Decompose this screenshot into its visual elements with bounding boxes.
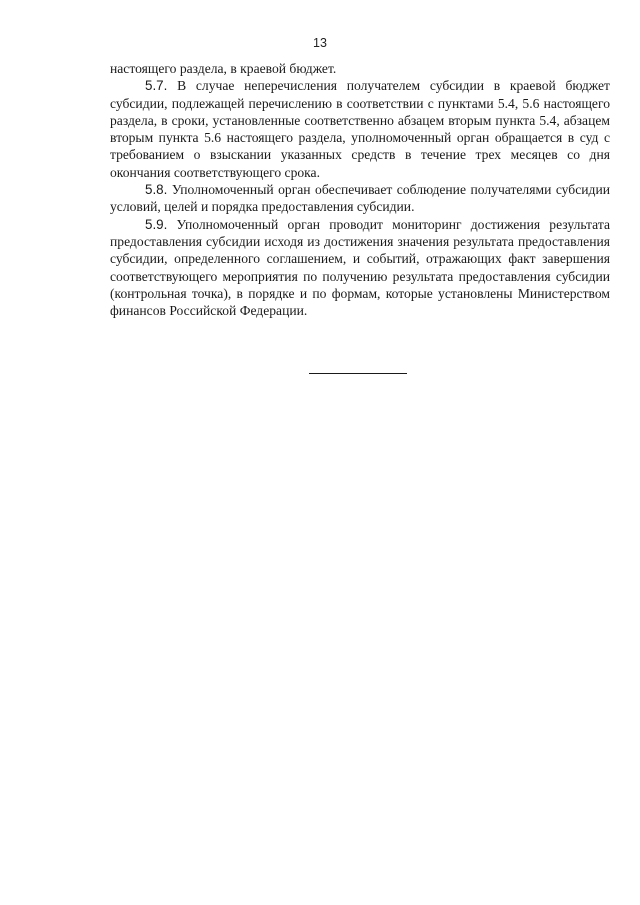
document-body — [110, 60, 610, 319]
paragraph-text: настоящего раздела, в краевой бюджет. — [110, 61, 337, 76]
paragraph-text: Уполномоченный орган проводит мониторинг достижения результата предоставления субсидии исходя из достижения значения результата предоставления субсидии, определенного соглашением, и событий, отражающих факт завершения соответствующего мероприятия по получению результата предоставления субсидии (контрольная точка), в порядке и по формам, которые установлены Министерством финансов Российской Федерации. — [110, 216, 610, 319]
paragraph-5-8 — [110, 181, 610, 216]
paragraph-text: В случае неперечисления получателем субсидии в краевой бюджет субсидии, подлежащей перечислению в соответствии с пунктами 5.4, 5.6 настоящего раздела, в сроки, установленные соответственно абзацем вторым пункта 5.4, абзацем вторым пункта 5.6 настоящего раздела, уполномоченный орган обращается в суд с требованием о взыскании указанных средств в течение трех месяцев со дня окончания соответствующего срока. — [110, 78, 610, 180]
paragraph-continuation — [110, 60, 610, 77]
paragraph-number: 5.8. — [145, 182, 168, 198]
paragraph-5-7 — [110, 77, 610, 181]
end-of-document-rule — [309, 373, 407, 374]
paragraph-number: 5.7. — [145, 78, 168, 94]
paragraph-5-9 — [110, 216, 610, 320]
paragraph-number: 5.9. — [145, 216, 168, 232]
page-number: 13 — [313, 36, 327, 50]
paragraph-text: Уполномоченный орган обеспечивает соблюдение получателями субсидии условий, целей и порядка предоставления субсидии. — [110, 182, 610, 215]
